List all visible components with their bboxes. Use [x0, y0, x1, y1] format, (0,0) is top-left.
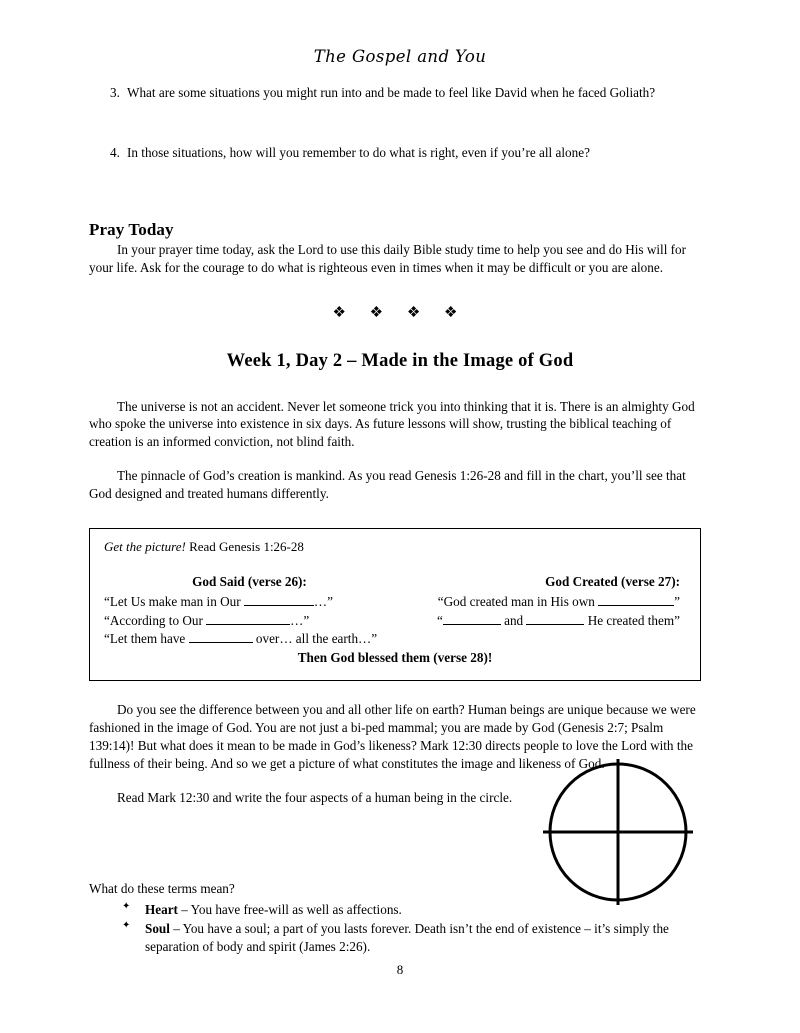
lesson-paragraph-4: Read Mark 12:30 and write the four aspects of a human being in the circle.	[117, 789, 513, 805]
diamond-bullet-icon: ✦	[122, 900, 131, 912]
chart-footer-line: Then God blessed them (verse 28)!	[297, 649, 493, 665]
chart-column-god-said	[104, 574, 395, 648]
fill-in-blank[interactable]	[244, 605, 314, 606]
term-definition: – You have a soul; a part of you lasts forever. Death isn’t the end of existence – it’s simply the separation of body and spirit (James 2:26).	[145, 920, 669, 954]
fill-in-blank[interactable]	[206, 624, 290, 625]
chart-right-heading: God Created (verse 27):	[545, 574, 680, 590]
lesson-paragraph-2: The pinnacle of God’s creation is mankind. As you read Genesis 1:26-28 and fill in the chart, you’ll see that God designed and treated humans differently.	[89, 468, 686, 502]
chart-lead-rest: Read Genesis 1:26-28	[185, 539, 304, 555]
question-number: 3.	[110, 85, 120, 100]
line-text-after: ”	[674, 594, 680, 610]
question-text: In those situations, how will you remember to do what is right, even if you’re all alone?	[127, 144, 590, 160]
line-text-before: “God created man in His own	[437, 594, 599, 610]
question-number: 4.	[110, 144, 120, 160]
line-text-after: He created them”	[584, 612, 680, 628]
line-text-before: “According to Our	[104, 612, 207, 628]
chart-columns	[104, 574, 686, 648]
term-name: Heart	[145, 901, 178, 917]
fill-in-blank[interactable]	[443, 624, 501, 625]
question-item	[89, 84, 711, 102]
term-name: Soul	[145, 920, 170, 936]
pray-today-body: In your prayer time today, ask the Lord to use this daily Bible study time to help you see and do His will for your life. Ask for the courage to do what is righteous even in times when it may be difficult or you are alone.	[89, 241, 687, 275]
quartered-circle-svg	[538, 757, 698, 907]
fill-in-blank[interactable]	[189, 642, 253, 643]
question-text: What are some situations you might run into and be made to feel like David when he faced Goliath?	[127, 85, 656, 100]
chart-left-heading: God Said (verse 26):	[192, 574, 307, 590]
fill-in-blank[interactable]	[598, 605, 674, 606]
chart-left-line-2	[104, 612, 395, 630]
lesson-paragraph-1: The universe is not an accident. Never let someone trick you into thinking that it is. There is an almighty God who spoke the universe into existence in six days. As future lessons will show, trusting the biblical teaching of creation is an informed conviction, not blind faith.	[89, 398, 695, 450]
diamond-bullet-icon: ✦	[122, 919, 131, 931]
line-text-after: over… all the earth…”	[252, 630, 378, 646]
terms-list	[89, 901, 711, 956]
page-number: 8	[396, 962, 404, 977]
page-header-title: The Gospel and You	[313, 47, 487, 66]
lesson-paragraph-3: Do you see the difference between you and all other life on earth? Human beings are unique because we were fashioned in the image of God. You are not just a bi-ped mammal; you are made by God (Genesis 2:7; Psalm 139:14)! But what does it mean to be made in God’s likeness? Mark 12:30 directs people to love the Lord with the fullness of their being. And so we get a picture of what constitutes the image and likeness of God.	[89, 701, 696, 771]
chart-column-god-created	[395, 574, 686, 648]
line-text-before: “Let Us make man in Our	[104, 594, 244, 610]
question-item	[89, 144, 711, 162]
pray-today-heading: Pray Today	[89, 219, 174, 239]
line-text-before: “	[436, 612, 443, 628]
chart-left-line-1	[104, 593, 395, 611]
line-text-after: …”	[313, 594, 333, 610]
fill-in-blank[interactable]	[526, 624, 584, 625]
chart-left-line-3	[104, 630, 395, 648]
term-definition: – You have free-will as well as affections.	[177, 901, 402, 917]
chart-lead-italic: Get the picture!	[104, 539, 186, 555]
quartered-circle-diagram	[538, 757, 698, 907]
line-text-mid: and	[500, 612, 527, 628]
chart-right-line-2	[395, 612, 686, 630]
chart-lead-line	[104, 539, 686, 555]
lesson-heading: Week 1, Day 2 – Made in the Image of God	[226, 350, 574, 371]
line-text-after: …”	[290, 612, 310, 628]
chart-right-line-1	[395, 593, 686, 611]
scripture-chart-box	[89, 528, 701, 681]
terms-prompt: What do these terms mean?	[89, 880, 235, 896]
line-text-before: “Let them have	[104, 630, 189, 646]
list-item	[89, 920, 711, 956]
ornament-divider: ❖ ❖ ❖ ❖	[332, 304, 468, 321]
